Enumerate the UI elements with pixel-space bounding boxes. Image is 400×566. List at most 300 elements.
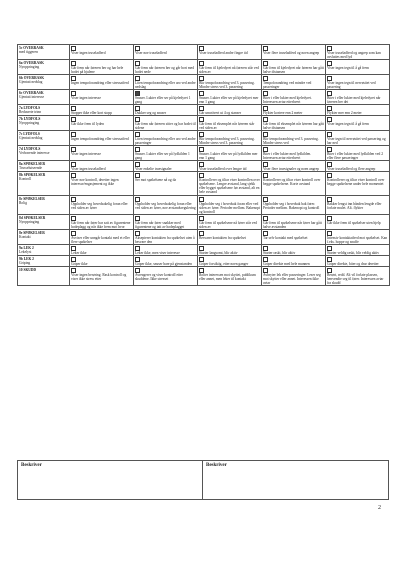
score-cell	[262, 146, 326, 161]
score-description: Går umotivert ut 4 og stanser	[199, 110, 242, 115]
score-description: Går ikke frem til lyden	[71, 121, 104, 126]
score-description: Snuser. Lukter eller ser på kjeledyret mer enn 1 gang	[199, 95, 259, 104]
row-label-cell	[18, 230, 70, 245]
score-cell	[70, 146, 134, 161]
score-description: Dukker seg og snuser	[135, 110, 167, 115]
checkbox[interactable]	[263, 61, 268, 66]
checkbox[interactable]	[135, 147, 140, 152]
score-description: Avviser eller unngår kontakt med et eller flere spøkelser	[71, 235, 130, 244]
checkbox[interactable]	[327, 61, 332, 66]
score-cell	[70, 245, 134, 256]
score-cell	[326, 131, 390, 146]
score-cell	[198, 131, 262, 146]
description-footer	[17, 460, 389, 500]
checkbox[interactable]	[263, 257, 268, 262]
score-description: Snuser. Lukter eller ser på lydkilden mer enn 1 gang	[199, 151, 258, 160]
score-description: Viser truseladferd over lengre tid	[199, 166, 247, 171]
checkbox[interactable]	[71, 268, 76, 273]
checkbox[interactable]	[135, 132, 140, 137]
checkbox[interactable]	[135, 197, 140, 202]
score-description: Oppholder seg i hovedsak bak fører. Perioder mellom. Bakenopt og kontroll	[263, 201, 320, 210]
score-cell	[326, 161, 390, 172]
score-cell	[326, 215, 390, 230]
checkbox[interactable]	[71, 76, 76, 81]
score-cell	[198, 45, 262, 60]
score-description: Blir tempoforandring ved 3. passering. Mindre stress ved 3. passering	[199, 136, 255, 145]
checkbox[interactable]	[263, 76, 268, 81]
checkbox[interactable]	[71, 117, 76, 122]
score-description: Kontrollerer og tiltar viser kontroll over begge spøkelsene. Korte avstand	[263, 177, 321, 186]
checkbox[interactable]	[135, 268, 140, 273]
description-label-left: Beskriver	[21, 463, 42, 468]
score-description: Griper ikke	[71, 261, 88, 266]
score-description: Går frem når fører snakker med figurentene og tatt av hodeplagget	[135, 220, 185, 229]
table-row	[18, 245, 390, 256]
score-cell	[134, 75, 198, 90]
score-description: Biter i eller lukter med kjeledyret når føreren ber det	[327, 95, 381, 104]
score-cell	[198, 245, 262, 256]
score-cell	[70, 267, 134, 286]
score-description: Aksepterer kontakten fra spøkelset uten å besvare den	[135, 235, 195, 244]
table-row	[18, 230, 390, 245]
score-cell	[262, 116, 326, 131]
row-label-cell	[18, 161, 70, 172]
table-row	[18, 267, 390, 286]
checkbox[interactable]	[263, 246, 268, 251]
row-subtitle: Vedvarende interesse	[19, 150, 50, 155]
score-description: Oppholder seg hovedsakelig foran eller ved siden av fører	[71, 201, 128, 210]
score-description: Viser ingen tegn til å gå frem	[327, 121, 369, 126]
checkbox[interactable]	[71, 173, 76, 178]
checkbox[interactable]	[327, 46, 332, 51]
score-description: Oppholder seg hovedsakelig foran eller ved siden av fører, noe avstandsregulering	[135, 201, 196, 210]
score-cell	[134, 196, 198, 215]
score-description: Leker ikke, men viser interesse	[135, 250, 180, 255]
row-label-cell	[18, 196, 70, 215]
row-label-cell	[18, 146, 70, 161]
row-subtitle: Reduserte trinn	[19, 109, 42, 114]
score-description: Griper ikke, snuser bare på gjenstanden	[135, 261, 192, 266]
score-cell	[70, 60, 134, 75]
checkbox[interactable]	[199, 231, 204, 236]
row-title: 8e SPØKELSER	[19, 230, 45, 235]
score-cell	[262, 131, 326, 146]
score-description: Viser ingen truseladferd	[71, 50, 106, 55]
score-description: Bakker lengst inn bånden lengde eller forlate mulet. Alt. flykter	[327, 201, 382, 210]
checkbox[interactable]	[263, 132, 268, 137]
checkbox[interactable]	[263, 268, 268, 273]
score-description: Avbryter lek eller passeringer. Leser seg mot skytter eller annet. Interessen ikke avtar	[263, 272, 321, 285]
checkbox[interactable]	[263, 91, 268, 96]
score-description: Liten tempoforandring eller uro ved andre nedslag	[135, 80, 196, 89]
score-cell	[198, 146, 262, 161]
row-label-cell	[18, 105, 70, 116]
table-row	[18, 146, 390, 161]
row-subtitle: Kontroll	[19, 176, 32, 181]
checkbox[interactable]	[327, 216, 332, 221]
score-description: Viser truseladferd andre fingre tid	[199, 50, 248, 55]
score-description: Kontrollerer og tiltar viser kontroll over begge spøkelsene under hele momentet	[327, 177, 385, 186]
score-description: Viser ingen tegn til nervøsitet ved passering	[327, 80, 376, 89]
checkbox[interactable]	[71, 231, 76, 236]
score-description: Viser enkelte truesignaler	[135, 166, 172, 171]
row-subtitle: Rolig	[19, 200, 27, 205]
row-title: 8d SPØKELSER	[19, 215, 46, 220]
checkbox[interactable]	[135, 162, 140, 167]
row-title: 8a SPØKELSER	[19, 161, 46, 166]
score-cell	[198, 105, 262, 116]
checkbox[interactable]	[199, 132, 204, 137]
score-description: Går frem når føreren ber og går bort med hodet nede	[135, 65, 195, 74]
row-subtitle: Nyoppringing	[19, 120, 40, 125]
row-subtitle: Gjentatt nedslag	[19, 79, 43, 84]
checkbox[interactable]	[263, 46, 268, 51]
table-row	[18, 161, 390, 172]
checkbox[interactable]	[327, 147, 332, 152]
score-cell	[134, 60, 198, 75]
score-description: Oppholder seg i hovedsak foran eller ved siden av fører. Perioder mellom. Bakenopt og kontroll	[199, 201, 260, 214]
score-description: Viser ingen truseladferd	[71, 166, 106, 171]
score-cell	[262, 90, 326, 105]
score-description: Flykter kortere enn 2 meter	[263, 110, 303, 115]
row-label-cell	[18, 60, 70, 75]
score-cell	[262, 172, 326, 196]
score-description: Viser ingen interesse	[71, 95, 101, 100]
checkbox[interactable]	[327, 91, 332, 96]
score-description: Går frem når føreren ber og har hele hodet på hjulene	[71, 65, 124, 74]
score-cell	[134, 245, 198, 256]
score-cell	[134, 256, 198, 267]
score-cell	[134, 215, 198, 230]
checkbox[interactable]	[327, 132, 332, 137]
score-description: Griper direkte, biter og drar deretter	[327, 261, 379, 266]
checkbox[interactable]	[327, 173, 332, 178]
score-description: Starter raskt, blir aktiv	[263, 250, 296, 255]
table-row	[18, 196, 390, 215]
score-cell	[134, 161, 198, 172]
checkbox[interactable]	[71, 91, 76, 96]
score-description: Går frem når fører har satt av figurentene hodeplagg og når ikke frem mot hvor	[71, 220, 131, 229]
row-label-cell	[18, 90, 70, 105]
checkbox[interactable]	[263, 197, 268, 202]
row-title: 9a LEK 2	[19, 245, 34, 250]
score-cell	[70, 196, 134, 215]
checkbox[interactable]	[199, 162, 204, 167]
checkbox[interactable]	[135, 117, 140, 122]
table-row	[18, 90, 390, 105]
row-subtitle: Gjentatt interesse	[19, 94, 45, 99]
table-row	[18, 215, 390, 230]
checkbox[interactable]	[327, 162, 332, 167]
score-cell	[70, 215, 134, 230]
score-description: Viser tegn til nervøsitet ved passering og har ned	[327, 136, 386, 145]
score-description: Griper direkte med hele munnen	[263, 261, 310, 266]
checkbox[interactable]	[135, 61, 140, 66]
score-description: Ser mot spøkelsene nå og da	[135, 177, 177, 182]
checkbox[interactable]	[135, 216, 140, 221]
checkbox[interactable]	[263, 216, 268, 221]
score-cell	[326, 196, 390, 215]
score-description: Går frem til eksemplet når føreren står ved siden av	[199, 121, 255, 130]
checkbox[interactable]	[199, 61, 204, 66]
checkbox[interactable]	[327, 257, 332, 262]
description-label-right: Beskriver	[206, 463, 227, 468]
score-cell	[198, 267, 262, 286]
score-cell	[262, 75, 326, 90]
score-description: Stopper ikke eller kort stopp	[71, 110, 112, 115]
score-cell	[134, 146, 198, 161]
checkbox[interactable]	[71, 197, 76, 202]
score-description: Viser noe kontroll, deretter ingen interesse/engasjement og ikke	[71, 177, 119, 186]
row-label-cell	[18, 45, 70, 60]
score-cell	[198, 215, 262, 230]
score-description: Går frem til spøkelsene når fører har gått halve avstanden	[263, 220, 322, 229]
score-cell	[70, 256, 134, 267]
score-description: Viser flere truesignaler og noen angrep	[263, 166, 319, 171]
row-label-cell	[18, 116, 70, 131]
score-description: Flykter mer enn 2 meter	[327, 110, 362, 115]
score-cell	[262, 215, 326, 230]
score-cell	[198, 161, 262, 172]
score-description: Snuser. Lukter eller ser på lydkilden 1 gang	[135, 151, 190, 160]
score-description: Går frem når føreren sitter og har hodet til sidene	[135, 121, 196, 130]
checkbox[interactable]	[71, 216, 76, 221]
score-cell	[134, 45, 198, 60]
score-description: Liten tempoforandring eller uro ved andre passeringer	[135, 136, 196, 145]
score-cell	[134, 105, 198, 116]
score-cell	[326, 60, 390, 75]
checkbox[interactable]	[327, 106, 332, 111]
assessment-table	[17, 44, 390, 286]
score-cell	[326, 146, 390, 161]
row-label-cell	[18, 215, 70, 230]
row-label-cell	[18, 172, 70, 196]
checkbox[interactable]	[327, 76, 332, 81]
row-title: 7a LYDFOLS	[19, 105, 41, 110]
score-cell	[326, 116, 390, 131]
score-description: Ingen tempoforandring eller stressatferd	[71, 80, 129, 85]
score-description: Blir tempoforandring ved 3. passering. Mindre stress ved 3. passering	[199, 80, 255, 89]
row-title: 8c SPØKELSER	[19, 196, 45, 201]
score-cell	[134, 267, 198, 286]
checkbox[interactable]	[135, 173, 140, 178]
score-description: Berørt, redd. Alt vil forlate plassen, henvendte seg til fører. Interessen avtar fra skudd	[327, 272, 384, 285]
score-description: Blir tempoforandring ved 3. passering. Mindre stress ved	[263, 136, 319, 145]
score-cell	[326, 90, 390, 105]
score-description: Viser truseladferd og angrep som kan avsluttes med lyd	[327, 50, 381, 59]
score-cell	[70, 105, 134, 116]
checkbox[interactable]	[71, 162, 76, 167]
row-label-cell	[18, 131, 70, 146]
score-cell	[262, 105, 326, 116]
score-cell	[198, 256, 262, 267]
score-description: Viser noe truseladferd	[135, 50, 167, 55]
score-cell	[326, 230, 390, 245]
row-subtitle: Nyoppringing	[19, 219, 40, 224]
score-cell	[262, 256, 326, 267]
checkbox[interactable]	[135, 246, 140, 251]
checkbox[interactable]	[327, 246, 332, 251]
checkbox[interactable]	[135, 231, 140, 236]
score-description: Starter veldig raskt, blir veldig aktiv	[327, 250, 380, 255]
score-cell	[326, 105, 390, 116]
checkbox[interactable]	[71, 46, 76, 51]
checkbox[interactable]	[71, 61, 76, 66]
score-description: Biter i eller lukter med lydkilden ved 2 eller flere passeringer	[327, 151, 383, 160]
score-description: Intensiv kontaktatferd mot spøkelset. Kan f.eks. hoppe og snuffe	[327, 235, 388, 244]
checkbox[interactable]	[199, 91, 204, 96]
checkbox[interactable]	[199, 106, 204, 111]
score-description: Viser ingen berøring. Rask kontroll og viser ikke stress etter	[71, 272, 127, 281]
checkbox[interactable]	[135, 46, 140, 51]
checkbox[interactable]	[263, 173, 268, 178]
checkbox[interactable]	[199, 216, 204, 221]
score-description: Avreagerer og viser kontroll etter skuddene. Ikke stresset	[135, 272, 183, 281]
score-cell	[326, 256, 390, 267]
row-title: 6b OVERRASK	[19, 75, 45, 80]
row-label-cell	[18, 75, 70, 90]
row-title: 7c LYDFOLS	[19, 131, 40, 136]
score-description: Går ikke frem til spøkelser uten hjelp	[327, 220, 381, 225]
table-row	[18, 256, 390, 267]
score-description: Ingen tempoforandring eller stressatferd	[71, 136, 129, 141]
checkbox[interactable]	[199, 257, 204, 262]
checkbox[interactable]	[71, 106, 76, 111]
score-cell	[198, 196, 262, 215]
score-cell	[198, 90, 262, 105]
score-cell	[198, 75, 262, 90]
row-subtitle: Nyoppringing	[19, 64, 40, 69]
score-cell	[198, 116, 262, 131]
score-cell	[262, 161, 326, 172]
score-cell	[198, 60, 262, 75]
score-description: Viser truseladferd og flere angrep	[327, 166, 376, 171]
score-cell	[70, 131, 134, 146]
score-cell	[70, 75, 134, 90]
row-subtitle: Lekelyst	[19, 249, 32, 254]
score-cell	[134, 90, 198, 105]
row-title: 9b LEK 2	[19, 256, 34, 261]
score-cell	[326, 245, 390, 256]
score-cell	[70, 172, 134, 196]
table-row	[18, 60, 390, 75]
checkbox[interactable]	[327, 117, 332, 122]
row-subtitle: Griping	[19, 260, 31, 265]
score-cell	[70, 90, 134, 105]
checkbox[interactable]	[199, 76, 204, 81]
row-label-cell	[18, 245, 70, 256]
checkbox[interactable]	[263, 117, 268, 122]
score-cell	[326, 45, 390, 60]
description-box-left[interactable]	[18, 461, 203, 499]
score-cell	[262, 45, 326, 60]
checkbox[interactable]	[263, 147, 268, 152]
score-cell	[198, 172, 262, 196]
table-row	[18, 116, 390, 131]
page-number: 2	[378, 505, 381, 511]
checkbox[interactable]	[71, 132, 76, 137]
row-label-cell	[18, 267, 70, 286]
score-cell	[262, 60, 326, 75]
score-description: Biter i eller lukter med lydkilden. Interessen avtar etterhvert	[263, 151, 312, 160]
table-row	[18, 75, 390, 90]
checkbox[interactable]	[199, 197, 204, 202]
row-title: 10 SKUDD	[19, 267, 37, 272]
checkbox[interactable]	[199, 117, 204, 122]
score-description: Biter i eller lukter med kjeledyret. Interessen avtar etterhvert	[263, 95, 312, 104]
row-title: 8b SPØKELSER	[19, 172, 46, 177]
description-box-right[interactable]	[203, 461, 388, 499]
score-cell	[70, 116, 134, 131]
checkbox[interactable]	[135, 106, 140, 111]
checkbox[interactable]	[71, 147, 76, 152]
checkbox[interactable]	[71, 246, 76, 251]
score-description: Starter langsomt, blir aktiv	[199, 250, 238, 255]
row-subtitle: Trusselutseende	[19, 165, 43, 170]
score-description: Besvarer kontakten fra spøkelset	[199, 235, 247, 240]
checkbox[interactable]	[199, 147, 204, 152]
score-description: Snuser. Lukter eller ser på kjeledyret 1 gang	[135, 95, 191, 104]
score-description: Rolter interessen mot skyttet, publikum eller annet, men leker til kontakt	[199, 272, 256, 281]
score-description: Viser flere truseladferd og noen angrep	[263, 50, 320, 55]
score-cell	[70, 45, 134, 60]
score-description: Går frem til kjeledyret når føreren har gått halve distansen	[263, 65, 324, 74]
checkbox[interactable]	[199, 246, 204, 251]
checkbox[interactable]	[199, 173, 204, 178]
score-description: Tar selv kontakt med spøkelset	[263, 235, 308, 240]
checkbox[interactable]	[263, 162, 268, 167]
checkbox[interactable]	[71, 257, 76, 262]
row-title: 6a OVERRASK	[19, 60, 44, 65]
score-cell	[326, 75, 390, 90]
score-description: Går frem til kjeledyret nå føreren står ved siden av	[199, 65, 259, 74]
checkbox[interactable]	[135, 91, 140, 96]
score-cell	[134, 230, 198, 245]
checkbox[interactable]	[135, 257, 140, 262]
table-row	[18, 131, 390, 146]
row-subtitle: med tiggeren	[19, 49, 38, 54]
score-cell	[262, 196, 326, 215]
row-subtitle: Gjentatt nedslag	[19, 135, 43, 140]
score-cell	[134, 131, 198, 146]
score-description: Viser ingen interesse	[71, 151, 101, 156]
score-cell	[262, 230, 326, 245]
checkbox[interactable]	[263, 231, 268, 236]
table-row	[18, 105, 390, 116]
row-title: 5c OVERRASK	[19, 45, 44, 50]
score-cell	[262, 267, 326, 286]
checkbox[interactable]	[199, 46, 204, 51]
checkbox[interactable]	[135, 76, 140, 81]
score-cell	[262, 245, 326, 256]
checkbox[interactable]	[327, 268, 332, 273]
score-description: Griper forsiktig, etter noen ganger	[199, 261, 249, 266]
table-row	[18, 45, 390, 60]
checkbox[interactable]	[327, 197, 332, 202]
checkbox[interactable]	[327, 231, 332, 236]
table-row	[18, 172, 390, 196]
row-title: 6c OVERRASK	[19, 90, 44, 95]
checkbox[interactable]	[263, 106, 268, 111]
score-cell	[134, 116, 198, 131]
score-description: Går frem til spøkelsene nå fører står ved siden av	[199, 220, 257, 229]
score-cell	[70, 161, 134, 172]
checkbox[interactable]	[199, 268, 204, 273]
score-cell	[70, 230, 134, 245]
row-subtitle: Kontakt	[19, 234, 31, 239]
score-description: Tempoforandring ved mindre ved passeringer	[263, 80, 312, 89]
score-cell	[326, 172, 390, 196]
